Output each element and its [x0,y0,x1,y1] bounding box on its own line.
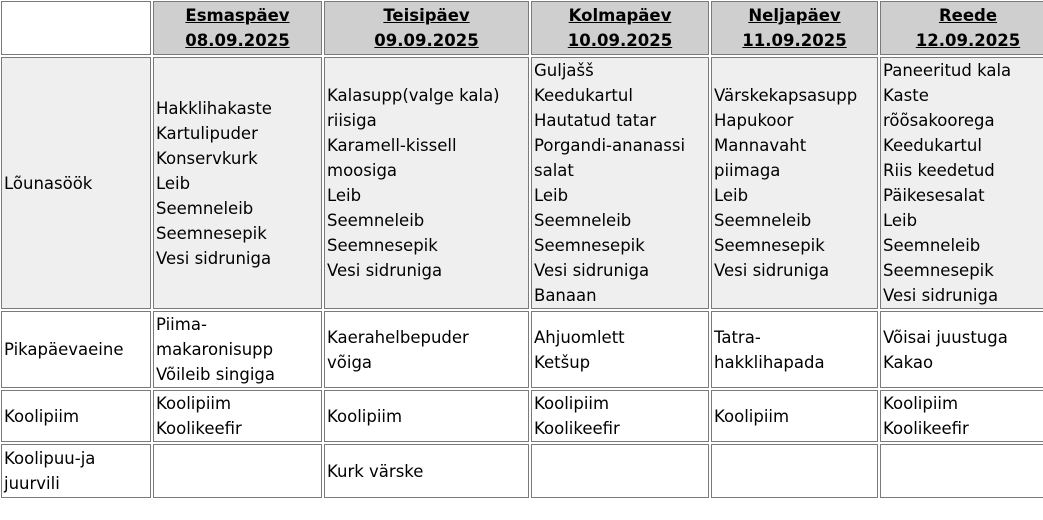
menu-item: Seemnesepik [714,236,825,255]
menu-item: võiga [327,352,373,372]
menu-item: Leib [327,186,362,205]
lunch-row [1,57,1043,309]
menu-item: Koolikeefir [883,419,969,438]
header-row [1,1,1043,55]
menu-item: Värskekapsasupp [714,86,858,105]
menu-item: Hapukoor [714,111,794,130]
menu-item: Hakklihakaste [156,98,272,118]
day-header-monday [153,1,322,55]
menu-item: Porgandi-ananassi [534,136,686,155]
menu-item: Kaste [883,86,929,105]
menu-item: Seemneleib [883,236,981,255]
menu-item: piimaga [714,161,781,180]
menu-item: Piima- [156,315,207,334]
menu-item: Leib [883,211,918,230]
menu-item: rõõsakoorega [883,111,995,130]
menu-item: Kakao [883,352,934,372]
menu-item: riisiga [327,111,377,130]
menu-item: Koolipiim [156,394,232,413]
lunch-cell-wednesday [531,57,709,309]
lunch-cell-thursday [711,57,878,309]
menu-item: Seemnesepik [883,261,994,280]
veg-cell-friday [880,444,1043,498]
school-milk-row [1,390,1043,442]
menu-item: moosiga [327,161,398,180]
milk-cell-wednesday [531,390,709,442]
menu-item: makaronisupp [156,340,274,359]
menu-item: Banaan [534,286,597,305]
menu-item: Kurk värske [327,461,424,481]
day-date: 08.09.2025 [185,31,290,50]
veg-cell-thursday [711,444,878,498]
menu-item: Koolikeefir [156,419,242,438]
menu-item: Keedukartul [534,86,633,105]
day-name: Kolmapäev [568,6,672,25]
veg-cell-tuesday [324,444,529,498]
day-date: 10.09.2025 [567,31,673,50]
menu-item: Seemnesepik [327,236,438,255]
lunch-cell-friday [880,57,1043,309]
row-label-text: Koolipuu-ja juurvili [4,449,96,493]
menu-item: Vesi sidruniga [327,261,443,280]
day-header-friday [880,1,1043,55]
lunch-cell-monday [153,57,322,309]
menu-item: Seemnesepik [534,236,645,255]
menu-item: Riis keedetud [883,161,995,180]
day-date: 09.09.2025 [374,31,479,50]
milk-cell-tuesday [324,390,529,442]
day-name: Esmaspäev [185,6,290,25]
row-label-afternoon-snack: Pikapäevaeine [1,311,151,388]
day-header-tuesday [324,1,529,55]
menu-item: Päikesesalat [883,186,985,205]
row-label-school-milk: Koolipiim [1,390,151,442]
afternoon-cell-thursday [711,311,878,388]
milk-cell-friday [880,390,1043,442]
menu-item: Keedukartul [883,136,982,155]
menu-item: Paneeritud kala [883,61,1012,80]
menu-item: Ketšup [534,352,591,372]
menu-item: Seemneleib [327,211,425,230]
menu-item: Seemneleib [156,198,254,218]
day-header-wednesday [531,1,709,55]
afternoon-snack-row [1,311,1043,388]
day-date: 11.09.2025 [742,31,847,50]
menu-item: Koolipiim [534,394,610,413]
day-name: Neljapäev [748,6,841,25]
row-label-fruit-vegetable [1,444,151,498]
afternoon-cell-monday [153,311,322,388]
veg-cell-wednesday [531,444,709,498]
menu-item: Vesi sidruniga [156,248,272,268]
menu-item: Guljašš [534,61,594,80]
menu-item: salat [534,161,574,180]
menu-item: Koolikeefir [534,419,620,438]
menu-item: Kalasupp(valge kala) [327,86,500,105]
menu-item: Seemneleib [714,211,812,230]
menu-item: Leib [534,186,569,205]
menu-item: hakklihapada [714,352,825,372]
menu-item: Koolipiim [883,394,959,413]
menu-item: Leib [156,173,191,193]
afternoon-cell-friday [880,311,1043,388]
menu-item: Kartulipuder [156,123,258,143]
menu-item: Ahjuomlett [534,327,625,347]
milk-cell-thursday [711,390,878,442]
menu-item: Seemneleib [534,211,632,230]
menu-item: Karamell-kissell [327,136,457,155]
veg-cell-monday [153,444,322,498]
menu-item: Koolipiim [714,406,790,426]
day-header-thursday [711,1,878,55]
day-date: 12.09.2025 [915,31,1021,50]
menu-item: Mannavaht [714,136,807,155]
menu-item: Vesi sidruniga [714,261,830,280]
afternoon-cell-wednesday [531,311,709,388]
afternoon-cell-tuesday [324,311,529,388]
fruit-vegetable-row [1,444,1043,498]
milk-cell-monday [153,390,322,442]
menu-item: Hautatud tatar [534,111,657,130]
menu-item: Leib [714,186,749,205]
menu-item: Kaerahelbepuder [327,327,469,347]
menu-item: Võileib singiga [156,365,276,384]
corner-cell [1,1,151,55]
row-label-lunch: Lõunasöök [1,57,151,309]
lunch-cell-tuesday [324,57,529,309]
day-name: Teisipäev [383,6,470,25]
menu-item: Vesi sidruniga [883,286,999,305]
menu-item: Võisai juustuga [883,327,1008,347]
menu-item: Koolipiim [327,406,403,426]
menu-item: Seemnesepik [156,223,267,243]
menu-item: Vesi sidruniga [534,261,650,280]
day-name: Reede [938,6,998,25]
menu-item: Tatra- [714,327,761,347]
menu-item: Konservkurk [156,148,258,168]
